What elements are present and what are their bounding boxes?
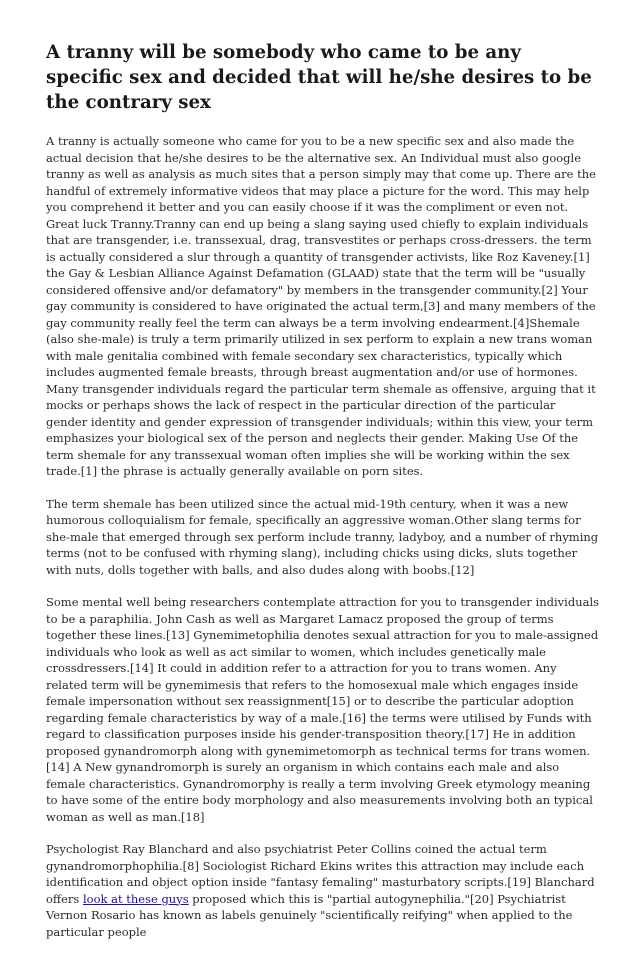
paragraph-text-after-link: proposed which this is "partial autogynephilia."[20] Psychiatrist Vernon Rosario has known as labels genuinely "scientifically reifying" when applied to the particular people	[46, 891, 573, 939]
paragraph-with-link	[46, 841, 600, 940]
paragraph: The term shemale has been utilized since the actual mid-19th century, when it was a new humorous colloquialism for female, specifically an aggressive woman.Other slang terms for she-male that emerged through sex perform include tranny, ladyboy, and a number of rhyming terms (not to be confused with rhyming slang), including chicks using dicks, sluts together with nuts, dolls together with balls, and also dudes along with boobs.[12]	[46, 496, 599, 577]
document-title: A tranny will be somebody who came to be any specific sex and decided that will he/she desires to be the contrary sex	[46, 42, 592, 113]
inline-link[interactable]: look at these guys	[82, 891, 189, 906]
document-page	[46, 40, 600, 956]
paragraph-text-before-link: Psychologist Ray Blanchard and also psychiatrist Peter Collins coined the actual term gynandromorphophilia.[8] Sociologist Richard Ekins writes this attraction may include each identification and object option inside "fantasy femaling" masturbatory scripts.[19] Blanchard offers	[46, 842, 595, 906]
paragraph: A tranny is actually someone who came for you to be a new specific sex and also made the actual decision that he/she desires to be the alternative sex. An Individual must also google tranny as well as analysis as much sites that a person simply may that come up. There are the handful of extremely informative videos that may place a picture for the word. This may help you comprehend it better and you can easily choose if it was the compliment or even not. Great luck Tranny.Tranny can end up being a slang saying used chiefly to explain individuals that are transgender, i.e. transsexual, drag, transvestites or perhaps cross-dressers. the term is actually considered a slur through a quantity of transgender activists, like Roz Kaveney.[1] the Gay & Lesbian Alliance Against Defamation (GLAAD) state that the term will be "usually considered offensive and/or defamatory" by members in the transgender community.[2] Your gay community is considered to have originated the actual term,[3] and many members of the gay community really feel the term can always be a term involving endearment.[4]Shemale (also she-male) is truly a term primarily utilized in sex perform to explain a new trans woman with male genitalia combined with female secondary sex characteristics, typically which includes augmented female breasts, through breast augmentation and/or use of hormones. Many transgender individuals regard the particular term shemale as offensive, arguing that it mocks or perhaps shows the lack of respect in the particular direction of the particular gender identity and gender expression of transgender individuals; within this view, your term emphasizes your biological sex of the person and neglects their gender. Making Use Of the term shemale for any transsexual woman often implies she will be working within the sex trade.[1] the phrase is actually generally available on porn sites.	[46, 134, 596, 478]
paragraph: Some mental well being researchers contemplate attraction for you to transgender individuals to be a paraphilia. John Cash as well as Margaret Lamacz proposed the group of terms together these lines.[13] Gynemimetophilia denotes sexual attraction for you to male-assigned individuals who look as well as act similar to women, which includes genetically male crossdressers.[14] It could in addition refer to a attraction for you to trans women. Any related term will be gynemimesis that refers to the homosexual male which engages inside female impersonation without sex reassignment[15] or to describe the particular adoption regarding female characteristics by way of a male.[16] the terms were utilised by Funds with regard to classification purposes inside his gender-transposition theory.[17] He in addition proposed gynandromorph along with gynemimetomorph as technical terms for trans women.[14] A New gynandromorph is surely an organism in which contains each male and also female characteristics. Gynandromorphy is really a term involving Greek etymology meaning to have some of the entire body morphology and also measurements involving both an typical woman as well as man.[18]	[46, 595, 600, 824]
